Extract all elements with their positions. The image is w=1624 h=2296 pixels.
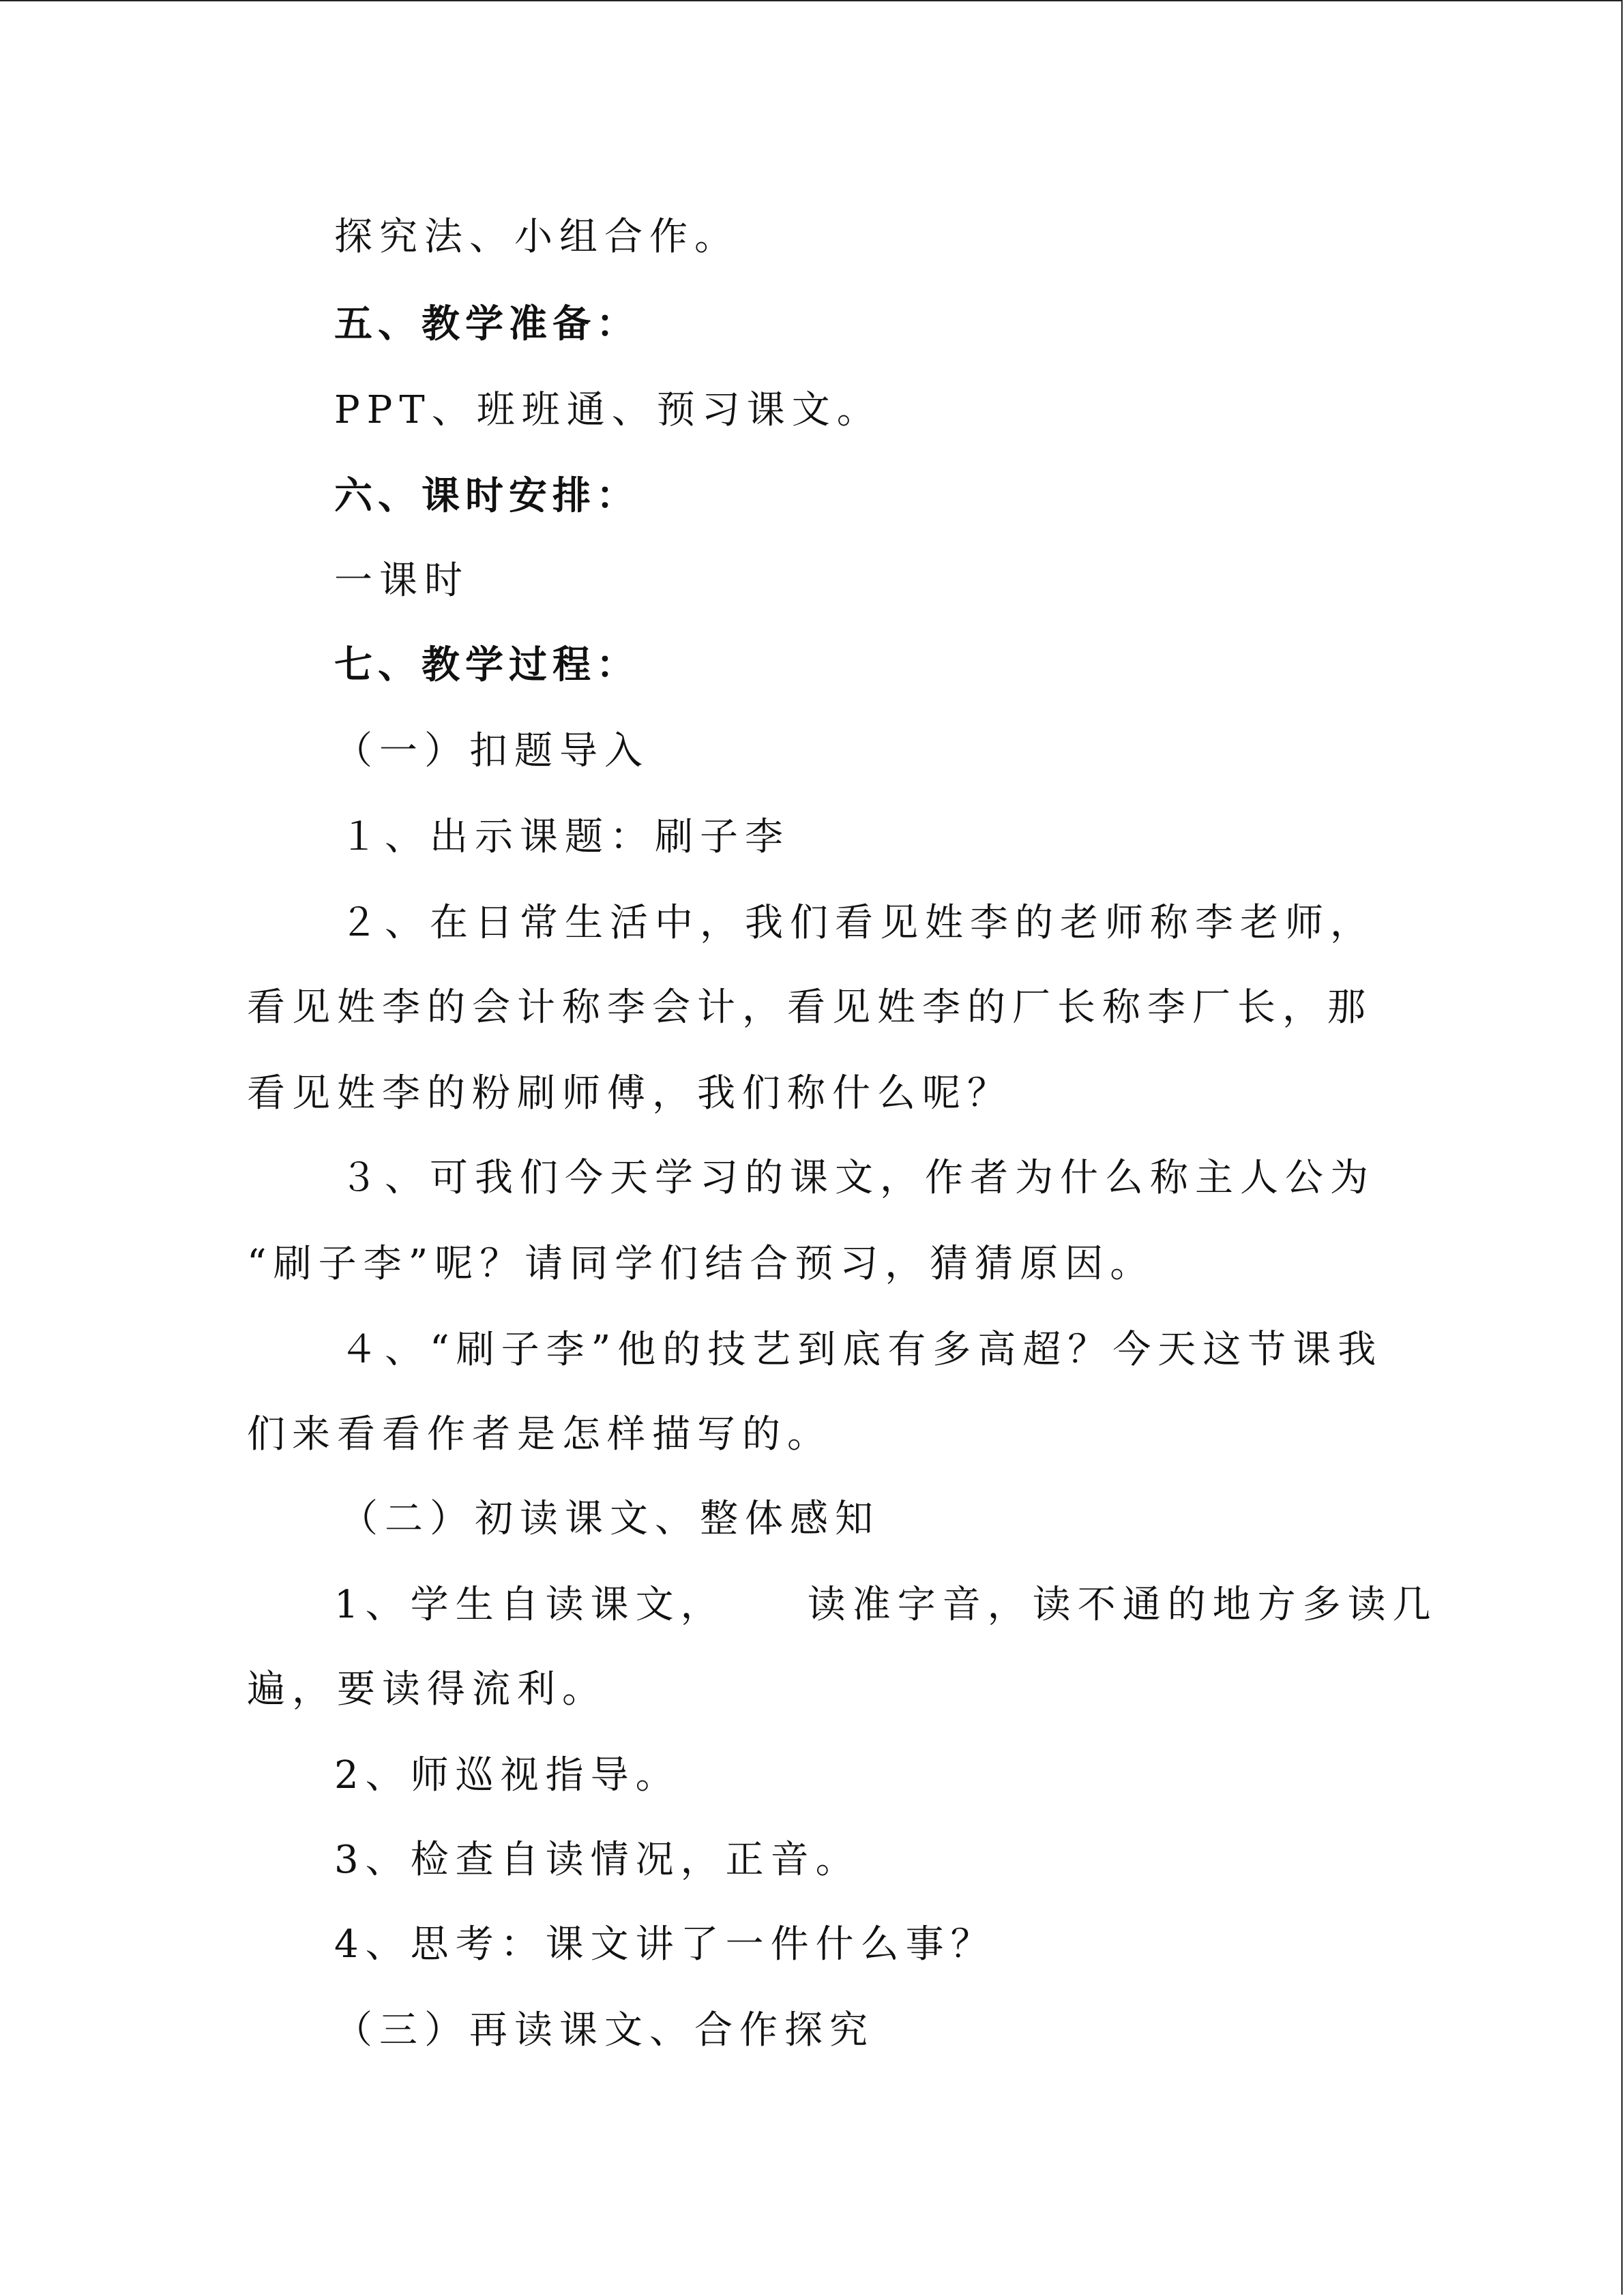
text-line-13: “刷子李”呢？请同学们结合预习，猜猜原因。 [247, 1242, 1155, 1286]
subsection-heading-1: （一）扣题导入 [334, 729, 649, 773]
text-line-17-part-2: 读准字音，读不通的地方多读几 [807, 1583, 1438, 1627]
text-line-14: ４、“刷子李”他的技艺到底有多高超？今天这节课我 [340, 1328, 1383, 1372]
text-line-9: ２、在日常生活中，我们看见姓李的老师称李老师， [340, 901, 1375, 945]
subsection-heading-3: （三）再读课文、合作探究 [334, 2008, 874, 2053]
text-line-10: 看见姓李的会计称李会计，看见姓李的厂长称李厂长，那 [247, 985, 1372, 1030]
text-line-18: 遍，要读得流利。 [247, 1667, 607, 1712]
text-line-15: 们来看看作者是怎样描写的。 [247, 1412, 832, 1457]
text-line-19: 2、师巡视指导。 [334, 1753, 681, 1798]
text-line-17-part-1: 1、学生自读课文， [334, 1583, 726, 1627]
text-line-20: 3、检查自读情况，正音。 [334, 1838, 861, 1882]
section-heading-process: 七、教学过程： [334, 643, 640, 687]
section-heading-schedule: 六、课时安排： [334, 474, 640, 518]
text-line-3: PPT、班班通、预习课文。 [334, 388, 882, 432]
subsection-heading-2: （二）初读课文、整体感知 [340, 1497, 880, 1541]
section-heading-preparation: 五、教学准备： [334, 302, 640, 346]
text-line-17 [334, 1581, 1438, 1630]
text-line-21: 4、思考：课文讲了一件什么事？ [334, 1922, 996, 1967]
text-line-5: 一课时 [334, 558, 469, 603]
text-line-12: ３、可我们今天学习的课文，作者为什么称主人公为 [340, 1156, 1375, 1200]
text-line-1: 探究法、小组合作。 [334, 215, 739, 259]
text-line-11: 看见姓李的粉刷师傅，我们称什么呢？ [247, 1071, 1012, 1116]
text-line-8: １、出示课题：刷子李 [340, 815, 790, 859]
